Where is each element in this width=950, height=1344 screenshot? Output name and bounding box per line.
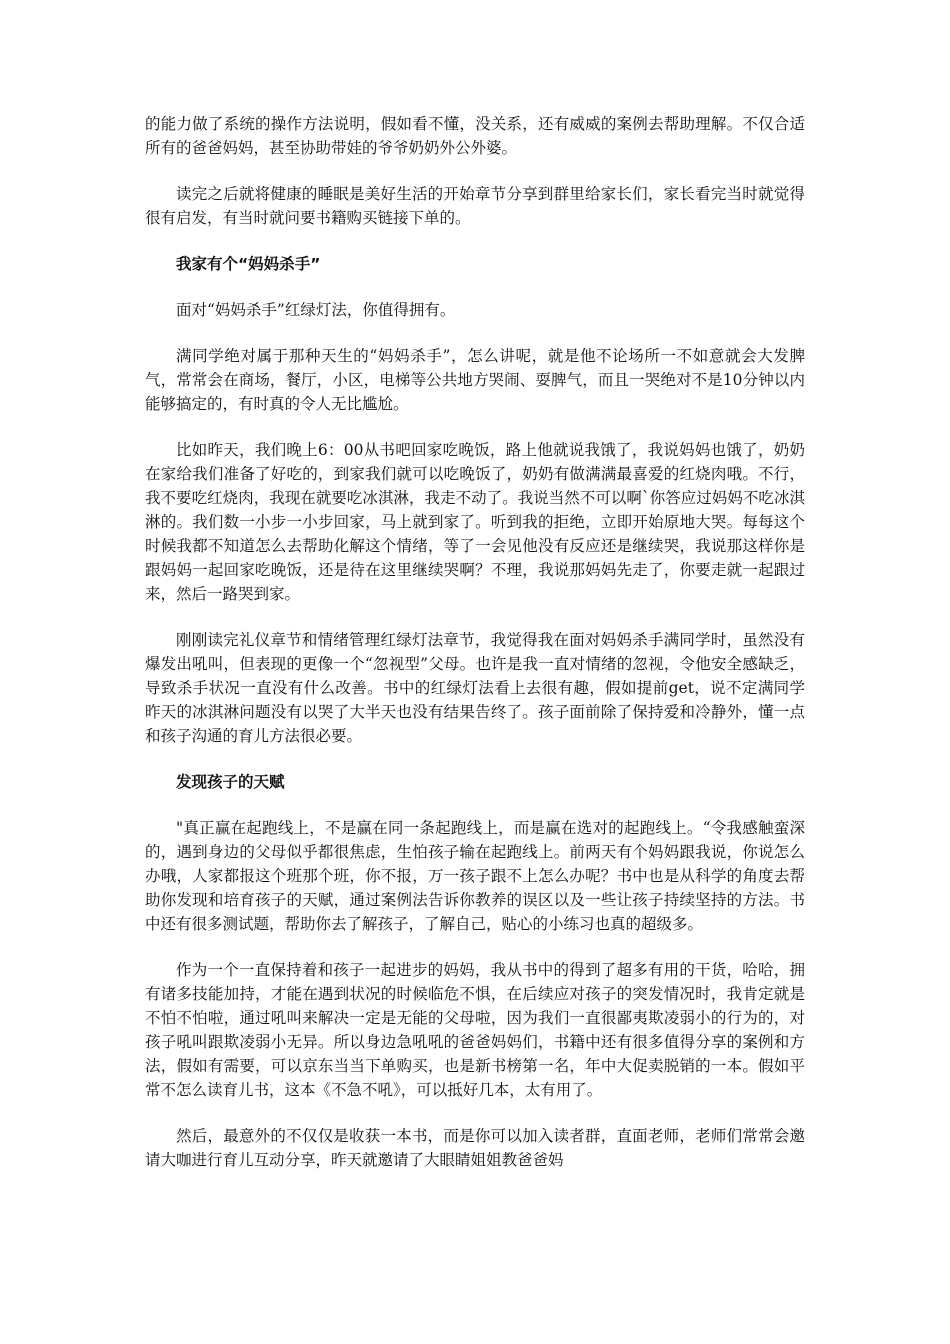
paragraph-reader-group: 然后，最意外的不仅仅是收获一本书，而是你可以加入读者群，直面老师，老师们常常会邀请大咖进行育儿互动分享，昨天就邀请了大眼睛姐姐教爸爸妈	[145, 1127, 805, 1169]
document-body	[145, 112, 805, 1194]
paragraph-starting-line: "真正赢在起跑线上，不是赢在同一条起跑线上，而是赢在选对的起跑线上。“令我感触蛮深的，遇到身边的父母似乎都很焦虑，生怕孩子输在起跑线上。前两天有个妈妈跟我说，你说怎么办哦，人家都报这个班那个班，你不报，万一孩子跟不上怎么办呢？书中也是从科学的角度去帮助你发现和培育孩子的天赋，通过案例法告诉你教养的误区以及一些让孩子持续坚持的方法。书中还有很多测试题，帮助你去了解孩子，了解自己，贴心的小练习也真的超级多。	[145, 819, 805, 933]
paragraph-yesterday-story: 比如昨天，我们晚上6：00从书吧回家吃晚饭，路上他就说我饿了，我说妈妈也饿了，奶奶在家给我们准备了好吃的，到家我们就可以吃晚饭了，奶奶有做满满最喜爱的红烧肉哦。不行，我不要吃红烧肉，我现在就要吃冰淇淋，我走不动了。我说当然不可以啊`你答应过妈妈不吃冰淇淋的。我们数一小步一小步回家，马上就到家了。听到我的拒绝，立即开始原地大哭。每每这个时候我都不知道怎么去帮助化解这个情绪，等了一会见他没有反应还是继续哭，我说那这样你是跟妈妈一起回家吃晚饭，还是待在这里继续哭啊？不理，我说那妈妈先走了，你要走就一起跟过来，然后一路哭到家。	[145, 441, 805, 603]
paragraph-tantrum: 满同学绝对属于那种天生的“妈妈杀手”，怎么讲呢，就是他不论场所一不如意就会大发脾气，常常会在商场，餐厅，小区，电梯等公共地方哭闹、耍脾气，而且一哭绝对不是10分钟以内能够搞定的，有时真的令人无比尴尬。	[145, 347, 805, 413]
paragraph-continuation: 的能力做了系统的操作方法说明，假如看不懂，没关系，还有威威的案例去帮助理解。不仅合适所有的爸爸妈妈，甚至协助带娃的爷爷奶奶外公外婆。	[145, 115, 805, 157]
section-heading-talent: 发现孩子的天赋	[176, 773, 285, 791]
paragraph-sleep-chapter: 读完之后就将健康的睡眠是美好生活的开始章节分享到群里给家长们，家长看完当时就觉得很有启发，有当时就问要书籍购买链接下单的。	[145, 185, 805, 227]
paragraph-traffic-light: 面对“妈妈杀手”红绿灯法，你值得拥有。	[176, 301, 456, 319]
paragraph-reflection: 刚刚读完礼仪章节和情绪管理红绿灯法章节，我觉得我在面对妈妈杀手满同学时，虽然没有爆发出吼叫，但表现的更像一个“忽视型”父母。也许是我一直对情绪的忽视，令他安全感缺乏，导致杀手状况一直没有什么改善。书中的红绿灯法看上去很有趣，假如提前get，说不定满同学昨天的冰淇淋问题没有以哭了大半天也没有结果告终了。孩子面前除了保持爱和冷静外，懂一点和孩子沟通的育儿方法很必要。	[145, 631, 805, 745]
paragraph-book-recommendation: 作为一个一直保持着和孩子一起进步的妈妈，我从书中的得到了超多有用的干货，哈哈，拥有诸多技能加持，才能在遇到状况的时候临危不惧，在后续应对孩子的突发情况时，我肯定就是不怕不怕啦，通过吼叫来解决一定是无能的父母啦，因为我们一直很鄙夷欺凌弱小的行为的，对孩子吼叫跟欺凌弱小无异。所以身边急吼吼的爸爸妈妈们，书籍中还有很多值得分享的案例和方法，假如有需要，可以京东当当下单购买，也是新书榜第一名，年中大促卖脱销的一本。假如平常不怎么读育儿书，这本《不急不吼》，可以抵好几本，太有用了。	[145, 961, 805, 1099]
section-heading-mom-killer: 我家有个“妈妈杀手”	[176, 255, 321, 273]
